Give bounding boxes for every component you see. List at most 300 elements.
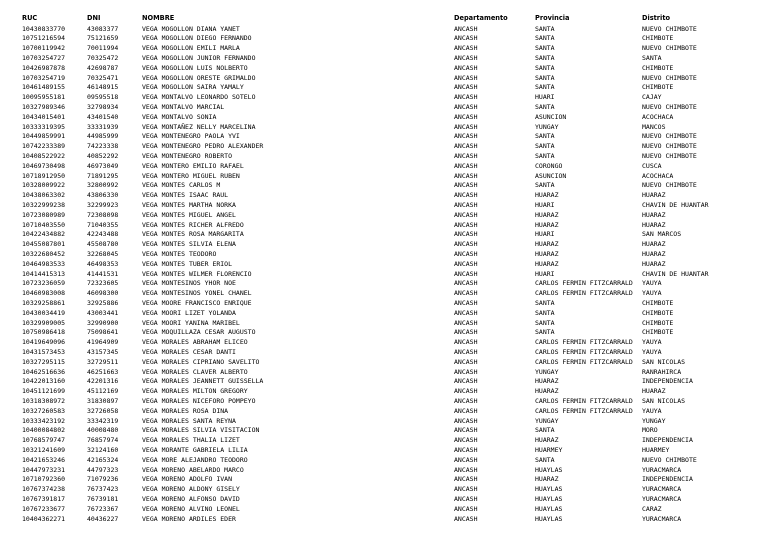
distrito-cell: RANRAHIRCA — [642, 367, 682, 376]
distrito-cell: NUEVO CHIMBOTE — [642, 181, 697, 190]
distrito-cell: SAN NICOLAS — [642, 357, 686, 366]
provincia-cell: SANTA — [535, 328, 555, 337]
departamento-cell: ANCASH — [454, 357, 478, 366]
departamento-cell: ANCASH — [454, 406, 478, 415]
nombre-cell: VEGA MONTES ISAAC RAUL — [142, 191, 229, 200]
departamento-cell: ANCASH — [454, 53, 478, 62]
dni-cell: 32800992 — [87, 181, 119, 190]
table-row — [0, 319, 768, 329]
table-row — [0, 113, 768, 123]
departamento-cell: ANCASH — [454, 181, 478, 190]
dni-cell: 74223338 — [87, 142, 119, 151]
table-row — [0, 34, 768, 44]
provincia-cell: HUARI — [535, 269, 555, 278]
ruc-cell: 10408522922 — [22, 151, 66, 160]
departamento-cell: ANCASH — [454, 426, 478, 435]
table-row — [0, 456, 768, 466]
provincia-cell: HUARI — [535, 230, 555, 239]
departamento-cell: ANCASH — [454, 44, 478, 53]
nombre-cell: VEGA MORALES THALIA LIZET — [142, 436, 240, 445]
distrito-cell: INDEPENDENCIA — [642, 436, 693, 445]
table-row — [0, 172, 768, 182]
nombre-cell: VEGA MONTERO EMILIO RAFAEL — [142, 161, 244, 170]
departamento-cell: ANCASH — [454, 269, 478, 278]
distrito-cell: YAUYA — [642, 279, 662, 288]
dni-cell: 76723367 — [87, 504, 119, 513]
nombre-cell: VEGA MONTES MIGUEL ANGEL — [142, 210, 236, 219]
distrito-cell: HUARMEY — [642, 445, 670, 454]
dni-cell: 46251663 — [87, 367, 119, 376]
provincia-cell: SANTA — [535, 102, 555, 111]
table-row — [0, 83, 768, 93]
dni-cell: 42698787 — [87, 63, 119, 72]
nombre-cell: VEGA MORE ALEJANDRO TEODORO — [142, 455, 248, 464]
departamento-cell: ANCASH — [454, 259, 478, 268]
nombre-cell: VEGA MOORI YANINA MARIBEL — [142, 318, 240, 327]
ruc-cell: 10767374238 — [22, 485, 66, 494]
ruc-cell: 10462516636 — [22, 367, 66, 376]
table-row — [0, 230, 768, 240]
table-header-row — [0, 14, 768, 24]
table-row — [0, 260, 768, 270]
nombre-cell: VEGA MONTENEGRO PEDRO ALEXANDER — [142, 142, 264, 151]
table-row — [0, 44, 768, 54]
departamento-cell: ANCASH — [454, 171, 478, 180]
provincia-cell: CARLOS FERMIN FITZCARRALD — [535, 357, 633, 366]
distrito-cell: HUARAZ — [642, 191, 666, 200]
dni-cell: 71079236 — [87, 475, 119, 484]
nombre-cell: VEGA MONTES WILMER FLORENCIO — [142, 269, 252, 278]
table-row — [0, 515, 768, 525]
departamento-cell: ANCASH — [454, 73, 478, 82]
departamento-cell: ANCASH — [454, 514, 478, 523]
provincia-cell: SANTA — [535, 142, 555, 151]
dni-cell: 32268045 — [87, 249, 119, 258]
provincia-cell: HUARAZ — [535, 377, 559, 386]
table-row — [0, 132, 768, 142]
distrito-cell: INDEPENDENCIA — [642, 377, 693, 386]
provincia-cell: HUAYLAS — [535, 465, 563, 474]
provincia-cell: CARLOS FERMIN FITZCARRALD — [535, 338, 633, 347]
departamento-cell: ANCASH — [454, 308, 478, 317]
departamento-cell: ANCASH — [454, 289, 478, 298]
ruc-cell: 10422013160 — [22, 377, 66, 386]
table-row — [0, 505, 768, 515]
table-row — [0, 54, 768, 64]
ruc-cell: 10700119942 — [22, 44, 66, 53]
distrito-cell: HUARAZ — [642, 249, 666, 258]
departamento-cell: ANCASH — [454, 455, 478, 464]
ruc-cell: 10469730498 — [22, 161, 66, 170]
nombre-cell: VEGA MORALES SILVIA VISITACION — [142, 426, 260, 435]
table-row — [0, 279, 768, 289]
distrito-cell: NUEVO CHIMBOTE — [642, 142, 697, 151]
ruc-cell: 10449859991 — [22, 132, 66, 141]
nombre-cell: VEGA MORENO ALVINO LEONEL — [142, 504, 240, 513]
dni-cell: 72308098 — [87, 210, 119, 219]
distrito-cell: CHIMBOTE — [642, 318, 674, 327]
provincia-cell: HUARAZ — [535, 259, 559, 268]
provincia-cell: YUNGAY — [535, 122, 559, 131]
table-row — [0, 495, 768, 505]
table-row — [0, 162, 768, 172]
nombre-cell: VEGA MONTES CARLOS M — [142, 181, 221, 190]
ruc-cell: 10742233389 — [22, 142, 66, 151]
table-row — [0, 446, 768, 456]
table-row — [0, 436, 768, 446]
departamento-cell: ANCASH — [454, 24, 478, 33]
table-row — [0, 309, 768, 319]
dni-cell: 40436227 — [87, 514, 119, 523]
ruc-cell: 10703254727 — [22, 53, 66, 62]
dni-cell: 45112169 — [87, 387, 119, 396]
dni-cell: 43083377 — [87, 24, 119, 33]
ruc-cell: 10327260583 — [22, 406, 66, 415]
ruc-cell: 10095955181 — [22, 93, 66, 102]
departamento-cell: ANCASH — [454, 112, 478, 121]
ruc-cell: 10426987878 — [22, 63, 66, 72]
nombre-cell: VEGA MORALES NICEFORO POMPEYO — [142, 396, 256, 405]
distrito-cell: HUARAZ — [642, 259, 666, 268]
provincia-cell: YUNGAY — [535, 416, 559, 425]
header-provincia: Provincia — [535, 14, 570, 22]
nombre-cell: VEGA MONTES RICHER ALFREDO — [142, 220, 244, 229]
ruc-cell: 10327295115 — [22, 357, 66, 366]
distrito-cell: YURACMARCA — [642, 514, 682, 523]
ruc-cell: 10767391817 — [22, 494, 66, 503]
nombre-cell: VEGA MOGOLLON SAIRA YAMALY — [142, 83, 244, 92]
dni-cell: 46098300 — [87, 289, 119, 298]
nombre-cell: VEGA MOGOLLON DIANA YANET — [142, 24, 240, 33]
provincia-cell: SANTA — [535, 181, 555, 190]
dni-cell: 70325471 — [87, 73, 119, 82]
provincia-cell: HUARAZ — [535, 220, 559, 229]
provincia-cell: ASUNCION — [535, 112, 567, 121]
distrito-cell: HUARAZ — [642, 220, 666, 229]
nombre-cell: VEGA MORALES MILTON GREGORY — [142, 387, 248, 396]
provincia-cell: SANTA — [535, 151, 555, 160]
distrito-cell: CAJAY — [642, 93, 662, 102]
ruc-cell: 10419649096 — [22, 338, 66, 347]
table-row — [0, 348, 768, 358]
dni-cell: 43157345 — [87, 347, 119, 356]
dni-cell: 44797323 — [87, 465, 119, 474]
dni-cell: 70011994 — [87, 44, 119, 53]
distrito-cell: YURACMARCA — [642, 485, 682, 494]
nombre-cell: VEGA MOORE FRANCISCO ENRIQUE — [142, 298, 252, 307]
dni-cell: 43401540 — [87, 112, 119, 121]
distrito-cell: CHIMBOTE — [642, 63, 674, 72]
ruc-cell: 10751216594 — [22, 34, 66, 43]
departamento-cell: ANCASH — [454, 494, 478, 503]
departamento-cell: ANCASH — [454, 161, 478, 170]
distrito-cell: CHIMBOTE — [642, 34, 674, 43]
provincia-cell: HUARAZ — [535, 240, 559, 249]
nombre-cell: VEGA MORENO ABELARDO MARCO — [142, 465, 244, 474]
distrito-cell: YAUYA — [642, 347, 662, 356]
dni-cell: 32798934 — [87, 102, 119, 111]
dni-cell: 32726058 — [87, 406, 119, 415]
table-row — [0, 417, 768, 427]
distrito-cell: CHIMBOTE — [642, 308, 674, 317]
ruc-cell: 10333319395 — [22, 122, 66, 131]
dni-cell: 42243488 — [87, 230, 119, 239]
departamento-cell: ANCASH — [454, 122, 478, 131]
table-row — [0, 485, 768, 495]
distrito-cell: YURACMARCA — [642, 465, 682, 474]
distrito-cell: YURACMARCA — [642, 494, 682, 503]
ruc-cell: 10750986418 — [22, 328, 66, 337]
ruc-cell: 10431573453 — [22, 347, 66, 356]
provincia-cell: HUARAZ — [535, 387, 559, 396]
provincia-cell: SANTA — [535, 83, 555, 92]
dni-cell: 42165324 — [87, 455, 119, 464]
departamento-cell: ANCASH — [454, 132, 478, 141]
table-row — [0, 358, 768, 368]
departamento-cell: ANCASH — [454, 485, 478, 494]
distrito-cell: NUEVO CHIMBOTE — [642, 102, 697, 111]
ruc-cell: 10703254719 — [22, 73, 66, 82]
departamento-cell: ANCASH — [454, 83, 478, 92]
distrito-cell: HUARAZ — [642, 387, 666, 396]
departamento-cell: ANCASH — [454, 436, 478, 445]
ruc-cell: 10400084802 — [22, 426, 66, 435]
provincia-cell: HUARAZ — [535, 210, 559, 219]
table-row — [0, 103, 768, 113]
nombre-cell: VEGA MONTERO MIGUEL RUBEN — [142, 171, 240, 180]
nombre-cell: VEGA MORALES ROSA DINA — [142, 406, 229, 415]
departamento-cell: ANCASH — [454, 328, 478, 337]
header-dni: DNI — [87, 14, 101, 22]
provincia-cell: CARLOS FERMIN FITZCARRALD — [535, 396, 633, 405]
table-row — [0, 142, 768, 152]
distrito-cell: SAN MARCOS — [642, 230, 682, 239]
provincia-cell: SANTA — [535, 53, 555, 62]
header-nombre: NOMBRE — [142, 14, 175, 22]
nombre-cell: VEGA MONTESINOS YHOR NOE — [142, 279, 236, 288]
provincia-cell: SANTA — [535, 34, 555, 43]
dni-cell: 32299923 — [87, 200, 119, 209]
dni-cell: 31830897 — [87, 396, 119, 405]
distrito-cell: SANTA — [642, 53, 662, 62]
provincia-cell: SANTA — [535, 73, 555, 82]
ruc-cell: 10329258861 — [22, 298, 66, 307]
dni-cell: 09595518 — [87, 93, 119, 102]
distrito-cell: HUARAZ — [642, 240, 666, 249]
dni-cell: 72323605 — [87, 279, 119, 288]
departamento-cell: ANCASH — [454, 318, 478, 327]
distrito-cell: INDEPENDENCIA — [642, 475, 693, 484]
nombre-cell: VEGA MONTES TUBER ERIOL — [142, 259, 233, 268]
table-row — [0, 377, 768, 387]
ruc-cell: 10455087801 — [22, 240, 66, 249]
table-row — [0, 250, 768, 260]
provincia-cell: HUAYLAS — [535, 514, 563, 523]
ruc-cell: 10430833770 — [22, 24, 66, 33]
nombre-cell: VEGA MONTENEGRO PAOLA YVI — [142, 132, 240, 141]
nombre-cell: VEGA MONTAÑEZ NELLY MARCELINA — [142, 122, 256, 131]
provincia-cell: HUAYLAS — [535, 485, 563, 494]
distrito-cell: CHAVIN DE HUANTAR — [642, 269, 709, 278]
distrito-cell: NUEVO CHIMBOTE — [642, 44, 697, 53]
nombre-cell: VEGA MONTES ROSA MARGARITA — [142, 230, 244, 239]
nombre-cell: VEGA MORANTE GABRIELA LILIA — [142, 445, 248, 454]
table-row — [0, 426, 768, 436]
dni-cell: 76737423 — [87, 485, 119, 494]
distrito-cell: CARAZ — [642, 504, 662, 513]
nombre-cell: VEGA MOGOLLON DIEGO FERNANDO — [142, 34, 252, 43]
distrito-cell: HUARAZ — [642, 210, 666, 219]
table-row — [0, 181, 768, 191]
departamento-cell: ANCASH — [454, 367, 478, 376]
ruc-cell: 10447973231 — [22, 465, 66, 474]
table-row — [0, 270, 768, 280]
provincia-cell: HUARAZ — [535, 191, 559, 200]
nombre-cell: VEGA MONTALVO SONIA — [142, 112, 217, 121]
provincia-cell: HUAYLAS — [535, 494, 563, 503]
departamento-cell: ANCASH — [454, 63, 478, 72]
departamento-cell: ANCASH — [454, 279, 478, 288]
provincia-cell: HUARAZ — [535, 249, 559, 258]
distrito-cell: NUEVO CHIMBOTE — [642, 455, 697, 464]
distrito-cell: YUNGAY — [642, 416, 666, 425]
departamento-cell: ANCASH — [454, 200, 478, 209]
provincia-cell: CARLOS FERMIN FITZCARRALD — [535, 347, 633, 356]
dni-cell: 32990900 — [87, 318, 119, 327]
provincia-cell: SANTA — [535, 132, 555, 141]
provincia-cell: SANTA — [535, 44, 555, 53]
nombre-cell: VEGA MORENO ALDONY GISELY — [142, 485, 240, 494]
dni-cell: 70325472 — [87, 53, 119, 62]
nombre-cell: VEGA MONTES SILVIA ELENA — [142, 240, 236, 249]
table-row — [0, 93, 768, 103]
header-departamento: Departamento — [454, 14, 508, 22]
table-row — [0, 368, 768, 378]
distrito-cell: CHIMBOTE — [642, 83, 674, 92]
dni-cell: 41964909 — [87, 338, 119, 347]
dni-cell: 46148915 — [87, 83, 119, 92]
nombre-cell: VEGA MORALES CLAVER ALBERTO — [142, 367, 248, 376]
provincia-cell: SANTA — [535, 308, 555, 317]
departamento-cell: ANCASH — [454, 416, 478, 425]
distrito-cell: CHIMBOTE — [642, 328, 674, 337]
nombre-cell: VEGA MORENO ALFONSO DAVID — [142, 494, 240, 503]
ruc-cell: 10328009922 — [22, 181, 66, 190]
ruc-cell: 10767233677 — [22, 504, 66, 513]
departamento-cell: ANCASH — [454, 347, 478, 356]
provincia-cell: HUARAZ — [535, 436, 559, 445]
nombre-cell: VEGA MONTALVO LEONARDO SOTELO — [142, 93, 256, 102]
nombre-cell: VEGA MORENO ARDILES EDER — [142, 514, 236, 523]
provincia-cell: YUNGAY — [535, 367, 559, 376]
nombre-cell: VEGA MORALES CIPRIANO SAVELITO — [142, 357, 260, 366]
departamento-cell: ANCASH — [454, 230, 478, 239]
departamento-cell: ANCASH — [454, 151, 478, 160]
nombre-cell: VEGA MONTES MARTHA NORKA — [142, 200, 236, 209]
provincia-cell: SANTA — [535, 298, 555, 307]
distrito-cell: NUEVO CHIMBOTE — [642, 132, 697, 141]
provincia-cell: HUARI — [535, 200, 555, 209]
table-row — [0, 289, 768, 299]
nombre-cell: VEGA MORALES ABRAHAM ELICEO — [142, 338, 248, 347]
dni-cell: 41441531 — [87, 269, 119, 278]
distrito-cell: SAN NICOLAS — [642, 396, 686, 405]
dni-cell: 76857974 — [87, 436, 119, 445]
dni-cell: 32729511 — [87, 357, 119, 366]
departamento-cell: ANCASH — [454, 240, 478, 249]
dni-cell: 43806330 — [87, 191, 119, 200]
nombre-cell: VEGA MORALES SANTA REYNA — [142, 416, 236, 425]
ruc-cell: 10723236059 — [22, 279, 66, 288]
departamento-cell: ANCASH — [454, 338, 478, 347]
departamento-cell: ANCASH — [454, 475, 478, 484]
table-row — [0, 466, 768, 476]
dni-cell: 32124160 — [87, 445, 119, 454]
distrito-cell: CUSCA — [642, 161, 662, 170]
ruc-cell: 10434015401 — [22, 112, 66, 121]
ruc-cell: 10322999238 — [22, 200, 66, 209]
ruc-cell: 10768579747 — [22, 436, 66, 445]
ruc-cell: 10460983008 — [22, 289, 66, 298]
table-row — [0, 475, 768, 485]
distrito-cell: MORO — [642, 426, 658, 435]
provincia-cell: SANTA — [535, 318, 555, 327]
dni-cell: 40008480 — [87, 426, 119, 435]
dni-cell: 42201316 — [87, 377, 119, 386]
table-row — [0, 25, 768, 35]
ruc-cell: 10723080989 — [22, 210, 66, 219]
nombre-cell: VEGA MONTALVO MARCIAL — [142, 102, 225, 111]
ruc-cell: 10321241609 — [22, 445, 66, 454]
distrito-cell: ACOCHACA — [642, 171, 674, 180]
nombre-cell: VEGA MONTES TEODORO — [142, 249, 217, 258]
nombre-cell: VEGA MORALES CESAR DANTI — [142, 347, 236, 356]
departamento-cell: ANCASH — [454, 465, 478, 474]
departamento-cell: ANCASH — [454, 396, 478, 405]
ruc-cell: 10414415313 — [22, 269, 66, 278]
departamento-cell: ANCASH — [454, 210, 478, 219]
ruc-cell: 10327989346 — [22, 102, 66, 111]
dni-cell: 75098641 — [87, 328, 119, 337]
distrito-cell: NUEVO CHIMBOTE — [642, 73, 697, 82]
table-row — [0, 338, 768, 348]
ruc-cell: 10421653246 — [22, 455, 66, 464]
nombre-cell: VEGA MOQUILLAZA CESAR AUGUSTO — [142, 328, 256, 337]
dni-cell: 71040355 — [87, 220, 119, 229]
dni-cell: 75121659 — [87, 34, 119, 43]
distrito-cell: MANCOS — [642, 122, 666, 131]
distrito-cell: YAUYA — [642, 338, 662, 347]
distrito-cell: NUEVO CHIMBOTE — [642, 151, 697, 160]
table-row — [0, 201, 768, 211]
distrito-cell: NUEVO CHIMBOTE — [642, 24, 697, 33]
provincia-cell: SANTA — [535, 455, 555, 464]
table-row — [0, 328, 768, 338]
table-row — [0, 240, 768, 250]
table-row — [0, 407, 768, 417]
ruc-cell: 10333423192 — [22, 416, 66, 425]
provincia-cell: ASUNCION — [535, 171, 567, 180]
provincia-cell: SANTA — [535, 426, 555, 435]
ruc-cell: 10404362271 — [22, 514, 66, 523]
nombre-cell: VEGA MOGOLLON ORESTE GRIMALDO — [142, 73, 256, 82]
provincia-cell: CARLOS FERMIN FITZCARRALD — [535, 279, 633, 288]
dni-cell: 76739181 — [87, 494, 119, 503]
departamento-cell: ANCASH — [454, 93, 478, 102]
ruc-cell: 10461489155 — [22, 83, 66, 92]
ruc-cell: 10710792360 — [22, 475, 66, 484]
provincia-cell: CORONGO — [535, 161, 563, 170]
